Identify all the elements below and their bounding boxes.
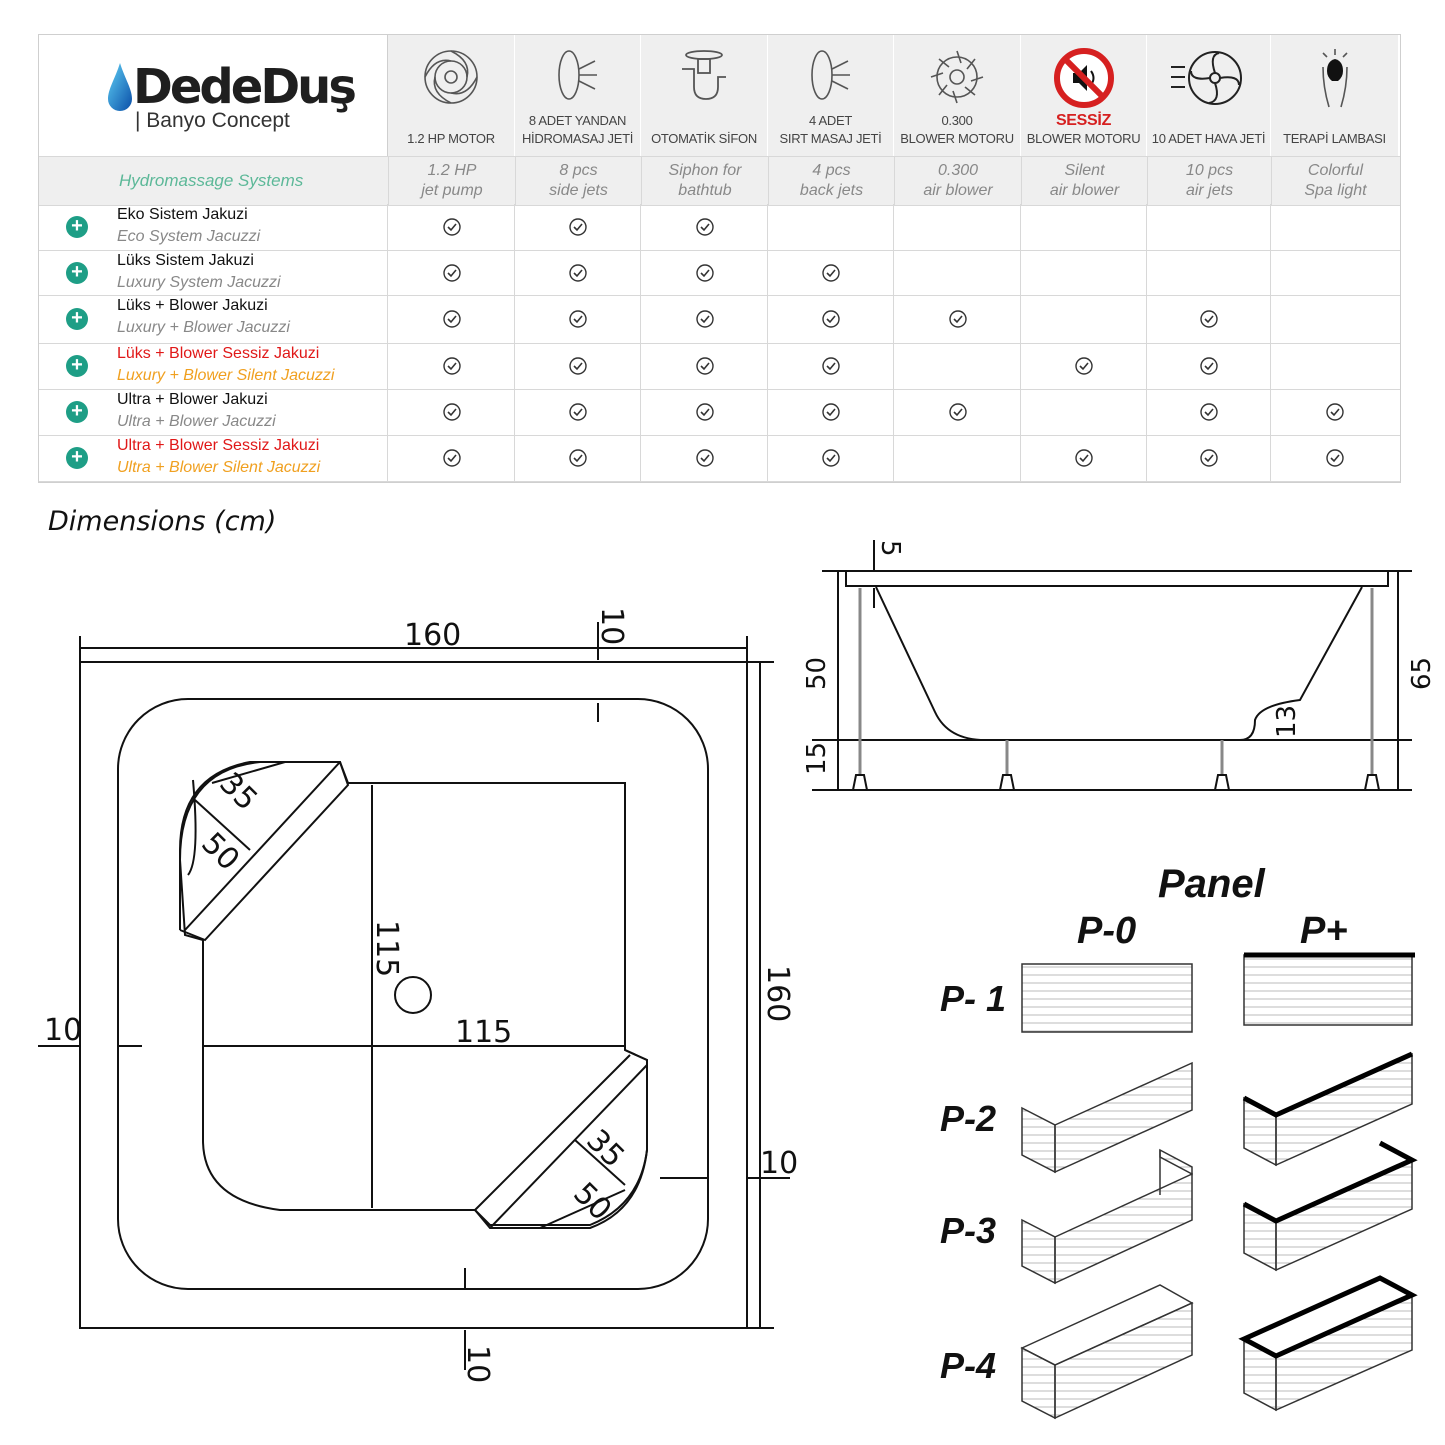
check-icon [1075, 449, 1093, 467]
column-divider [514, 204, 515, 482]
check-icon [696, 357, 714, 375]
row-name-en: Luxury + Blower Jacuzzi [117, 319, 290, 336]
column-header-en-line: Spa light [1304, 182, 1367, 199]
dim-seat1-35: 35 [212, 765, 265, 818]
column-header-en-line: 8 pcs [559, 162, 598, 179]
brand-logo [39, 35, 388, 156]
column-header-en-line: 4 pcs [812, 162, 851, 179]
dim-legs-15: 15 [802, 741, 832, 775]
column-header-3 [641, 35, 768, 156]
drain-hole [395, 977, 431, 1013]
panel-row-p3: P-3 [940, 1210, 997, 1251]
expand-plus-icon[interactable]: + [66, 355, 88, 377]
english-header-row [39, 156, 1400, 206]
check-icon [696, 403, 714, 421]
dim-seat2-35: 35 [579, 1122, 632, 1175]
column-divider [640, 204, 641, 482]
panel-pplus-p1 [1244, 955, 1412, 1025]
table-row [39, 343, 1400, 390]
panel-p0-p2-side [1022, 1108, 1055, 1172]
check-icon [822, 357, 840, 375]
column-header-en-3 [641, 157, 768, 205]
panel-p0-p4-side [1022, 1348, 1055, 1418]
column-header-en-1 [388, 157, 515, 205]
column-header-en-line: 1.2 HP [427, 162, 477, 179]
column-header-tr-line1: SESSİZ [1055, 112, 1112, 129]
column-header-en-line: back jets [799, 182, 864, 199]
expand-plus-icon[interactable]: + [66, 401, 88, 423]
column-header-2 [515, 35, 641, 156]
column-header-en-line: bathtub [678, 182, 732, 199]
column-header-en-6 [1021, 157, 1147, 205]
column-divider [1146, 204, 1147, 482]
column-header-en-line: side jets [549, 182, 608, 199]
expand-plus-icon[interactable]: + [66, 262, 88, 284]
check-icon [822, 449, 840, 467]
check-icon [822, 403, 840, 421]
dim-depth-50: 50 [802, 656, 832, 690]
check-icon [822, 264, 840, 282]
column-divider [1020, 204, 1021, 482]
hydromassage-systems-label: Hydromassage Systems [119, 171, 304, 190]
spec-table [38, 34, 1401, 483]
panel-row-p2: P-2 [940, 1098, 997, 1139]
check-icon [569, 449, 587, 467]
check-icon [1075, 357, 1093, 375]
check-icon [1200, 357, 1218, 375]
dim-inner-115-vertical: 115 [369, 920, 404, 978]
column-header-en-line: Silent [1064, 162, 1105, 179]
column-header-tr-line1: OTOMATİK SİFON [651, 131, 757, 146]
dimensions-title: Dimensions (cm) [48, 506, 277, 537]
check-icon [1200, 310, 1218, 328]
check-icon [1326, 403, 1344, 421]
row-name-tr: Ultra + Blower Jakuzi [117, 391, 268, 408]
panel-pplus-p3-front [1276, 1160, 1412, 1270]
table-row [39, 295, 1400, 344]
column-divider [1270, 204, 1271, 482]
dim-bottom-10: 10 [460, 1345, 495, 1384]
column-divider [893, 204, 894, 482]
check-icon [696, 264, 714, 282]
column-header-tr-line1: 8 ADET YANDAN [528, 113, 627, 128]
column-header-en-line: Siphon for [668, 162, 742, 179]
column-header-en-4 [768, 157, 894, 205]
check-icon [569, 218, 587, 236]
check-icon [443, 403, 461, 421]
check-icon [949, 403, 967, 421]
dim-height-160: 160 [760, 965, 795, 1023]
column-header-tr-line2: BLOWER MOTORU [1026, 131, 1141, 146]
column-header-tr-line1: 10 ADET HAVA JETİ [1151, 131, 1266, 146]
check-icon [443, 357, 461, 375]
dim-right-10: 10 [760, 1146, 799, 1181]
row-name-tr: Eko Sistem Jakuzi [117, 206, 248, 223]
check-icon [696, 310, 714, 328]
check-icon [443, 310, 461, 328]
check-icon [569, 264, 587, 282]
dim-seat2-50: 50 [566, 1175, 619, 1228]
dim-width-160: 160 [404, 618, 462, 653]
column-header-1 [388, 35, 515, 156]
row-name-en: Ultra + Blower Silent Jacuzzi [117, 459, 321, 476]
side-view-drawing [790, 530, 1440, 810]
row-name-tr: Ultra + Blower Sessiz Jakuzi [117, 437, 320, 454]
row-name-tr: Lüks + Blower Sessiz Jakuzi [117, 345, 320, 362]
check-icon [569, 310, 587, 328]
column-header-7 [1147, 35, 1271, 156]
table-row [39, 389, 1400, 436]
panel-p0-p3-side [1022, 1220, 1055, 1283]
column-header-tr-line1: 1.2 HP MOTOR [407, 131, 495, 146]
top-view-drawing [0, 590, 820, 1390]
dim-top-10: 10 [594, 607, 629, 646]
column-header-4 [768, 35, 894, 156]
column-header-tr-line2: HİDROMASAJ JETİ [521, 131, 634, 146]
dim-total-65: 65 [1407, 656, 1437, 690]
expand-plus-icon[interactable]: + [66, 447, 88, 469]
column-header-en-line: air jets [1185, 182, 1234, 199]
check-icon [1200, 449, 1218, 467]
brand-name: DedeDuş [133, 59, 354, 115]
column-header-en-line: 10 pcs [1185, 162, 1234, 179]
column-header-8 [1271, 35, 1399, 156]
panel-row-p1: P- 1 [940, 978, 1007, 1019]
column-header-en-line: jet pump [421, 182, 483, 199]
check-icon [569, 357, 587, 375]
column-divider [767, 204, 768, 482]
column-header-en-7 [1147, 157, 1271, 205]
dim-inner-115-horizontal: 115 [455, 1015, 513, 1050]
check-icon [443, 264, 461, 282]
check-icon [569, 403, 587, 421]
dim-left-10: 10 [44, 1013, 83, 1048]
row-name-tr: Lüks Sistem Jakuzi [117, 252, 254, 269]
panel-col-p0: P-0 [1077, 910, 1137, 952]
check-icon [822, 310, 840, 328]
column-header-tr-line1: TERAPİ LAMBASI [1283, 131, 1386, 146]
dim-seat1-50: 50 [194, 825, 247, 878]
water-drop-icon [105, 61, 135, 117]
panel-drawings [1010, 945, 1430, 1425]
panel-p0-p1 [1022, 964, 1192, 1032]
row-name-en: Luxury + Blower Silent Jacuzzi [117, 367, 335, 384]
expand-plus-icon[interactable]: + [66, 216, 88, 238]
dim-rim-5: 5 [875, 540, 905, 557]
check-icon [443, 218, 461, 236]
column-header-5 [894, 35, 1021, 156]
dim-step-13: 13 [1272, 704, 1302, 738]
row-name-en: Eco System Jacuzzi [117, 228, 261, 245]
check-icon [1200, 403, 1218, 421]
row-name-en: Luxury System Jacuzzi [117, 274, 281, 291]
column-header-tr-line2: SIRT MASAJ JETİ [779, 131, 882, 146]
column-header-en-2 [515, 157, 641, 205]
column-header-en-line: air blower [923, 182, 993, 199]
column-header-en-line: air blower [1049, 182, 1120, 199]
column-header-6 [1021, 35, 1147, 156]
check-icon [1326, 449, 1344, 467]
column-header-en-5 [894, 157, 1021, 205]
check-icon [443, 449, 461, 467]
check-icon [696, 218, 714, 236]
check-icon [696, 449, 714, 467]
column-header-tr-line1: 0.300 [941, 113, 973, 128]
panel-row-p4: P-4 [940, 1345, 997, 1386]
column-header-en-line: Colorful [1307, 162, 1364, 179]
expand-plus-icon[interactable]: + [66, 308, 88, 330]
table-row [39, 204, 1400, 251]
column-divider [387, 204, 388, 482]
panel-title: Panel [1158, 862, 1265, 906]
brand-subtitle: | Banyo Concept [135, 109, 290, 132]
table-row [39, 250, 1400, 296]
panel-pplus-p4-front [1276, 1295, 1412, 1410]
table-row [39, 435, 1400, 482]
panel-p0-p3-front [1055, 1174, 1192, 1283]
column-header-tr-line1: 4 ADET [809, 113, 852, 128]
row-name-tr: Lüks + Blower Jakuzi [117, 297, 268, 314]
check-icon [949, 310, 967, 328]
column-header-tr-line2: BLOWER MOTORU [900, 131, 1014, 146]
row-name-en: Ultra + Blower Jacuzzi [117, 413, 276, 430]
column-header-en-8 [1271, 157, 1399, 205]
column-header-en-line: 0.300 [937, 162, 979, 179]
panel-p0-p4-front [1055, 1303, 1192, 1418]
panel-col-pplus: P+ [1300, 910, 1348, 952]
